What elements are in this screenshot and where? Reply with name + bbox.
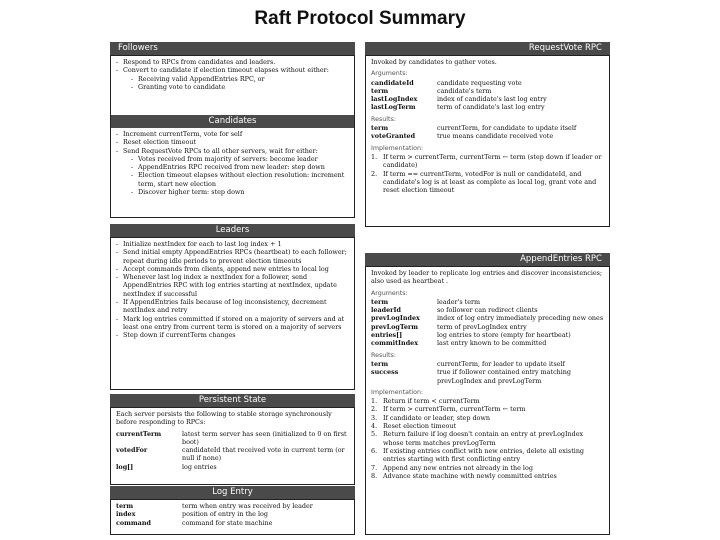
list-item: - Receiving valid AppendEntries RPC, or <box>131 75 349 83</box>
field-row: lastLogIndex index of candidate's last log entry <box>371 95 547 104</box>
list-item: - Discover higher term: step down <box>131 188 349 196</box>
log-entry-box <box>110 499 355 535</box>
list-item: 6. If existing entries conflict with new entries, delete all existing entries starting with first conflicting entry <box>371 446 585 464</box>
list-item: - Step down if currentTerm changes <box>116 331 349 339</box>
field-row: commitIndex last entry known to be committed <box>371 339 547 348</box>
field-row: candidateId candidate requesting vote <box>371 78 522 87</box>
log-entry-header: Log Entry <box>110 486 355 499</box>
page-title: Raft Protocol Summary <box>254 8 466 29</box>
list-item: 4. Reset election timeout <box>371 422 457 431</box>
requestvote-box <box>365 55 610 227</box>
appendentries-header: AppendEntries RPC <box>365 253 610 266</box>
list-item: - Accept commands from clients, append new entries to local log <box>116 265 349 273</box>
list-item: 1. If term > currentTerm, currentTerm ← term (step down if leader or candidate) <box>371 152 602 170</box>
list-item: - If AppendEntries fails because of log inconsistency, decrement nextIndex and retry <box>116 298 349 315</box>
field-row: term leader's term <box>371 297 481 306</box>
field-row: votedFor candidateId that received vote in current term (or null if none) <box>116 446 345 463</box>
field-row: leaderId so follower can redirect clients <box>371 306 538 315</box>
list-item: - Send initial empty AppendEntries RPCs (heartbeat) to each follower; repeat during idle periods to prevent election timeouts <box>116 248 349 265</box>
list-item: 7. Append any new entries not already in the log <box>371 463 533 472</box>
implementation-label: Implementation: <box>371 388 424 396</box>
list-item: - AppendEntries RPC received from new leader: step down <box>131 163 349 171</box>
appendentries-intro: Invoked by leader to replicate log entries and discover inconsistencies; also used as heartbeat . <box>371 269 603 286</box>
appendentries-box <box>365 266 610 535</box>
field-row: command command for state machine <box>116 518 273 527</box>
list-item: 8. Advance state machine with newly committed entries <box>371 471 557 480</box>
list-item: 5. Return failure if log doesn't contain an entry at prevLogIndex whose term matches prevLogTerm <box>371 430 584 447</box>
requestvote-header: RequestVote RPC <box>365 42 610 55</box>
field-row: prevLogTerm term of prevLogIndex entry <box>371 322 527 331</box>
list-item: 2. If term > currentTerm, currentTerm ← term <box>371 405 526 414</box>
implementation-label: Implementation: <box>371 144 424 152</box>
arguments-label: Arguments: <box>371 70 408 78</box>
leaders-box <box>110 237 355 390</box>
list-item: - Respond to RPCs from candidates and leaders. <box>116 58 349 66</box>
candidates-body <box>111 128 354 217</box>
leaders-header: Leaders <box>110 224 355 237</box>
list-item: - Mark log entries committed if stored on a majority of servers and at least one entry from current term is stored on a majority of servers <box>116 315 349 332</box>
list-item: - Send RequestVote RPCs to all other servers, wait for either: - Votes received from majority of servers: become leader - AppendEntries RPC received from new leader: step down - Election timeout elapses without election resolution: increment term, start new election - Discover higher term: step down <box>116 147 349 197</box>
arguments-label: Arguments: <box>371 289 408 297</box>
field-row: voteGranted true means candidate received vote <box>371 132 554 141</box>
list-item: 1. Return if term < currentTerm <box>371 397 480 406</box>
list-item: - Granting vote to candidate <box>131 83 349 91</box>
list-item: - Whenever last log index ≥ nextIndex for a follower, send AppendEntries RPC with log entries starting at nextIndex, update nextIndex if successful <box>116 273 349 298</box>
list-item: 3. If candidate or leader, step down <box>371 413 490 422</box>
followers-header: Followers <box>110 42 355 55</box>
requestvote-intro: Invoked by candidates to gather votes. <box>371 58 497 66</box>
field-row: term term when entry was received by leader <box>116 502 313 510</box>
field-row: prevLogIndex index of log entry immediately preceding new ones <box>371 314 604 323</box>
list-item: - Initialize nextIndex for each to last log index + 1 <box>116 240 349 248</box>
field-row: index position of entry in the log <box>116 510 268 519</box>
results-label: Results: <box>371 115 396 123</box>
list-item: - Votes received from majority of servers: become leader <box>131 155 349 163</box>
list-item: - Reset election timeout <box>116 138 349 146</box>
field-row: log[] log entries <box>116 462 217 471</box>
results-label: Results: <box>371 351 396 359</box>
list-item: 2. If term == currentTerm, votedFor is null or candidateId, and candidate's log is at least as complete as local log, grant vote and reset election timeout <box>371 169 597 195</box>
field-row: success true if follower contained entry matching prevLogIndex and prevLogTerm <box>371 368 572 385</box>
persistent-state-header: Persistent State <box>110 394 355 407</box>
persistent-state-intro: Each server persists the following to stable storage synchronously before responding to RPCs: <box>116 410 332 427</box>
field-row: currentTerm latest term server has seen (initialized to 0 on first boot) <box>116 429 347 446</box>
persistent-state-box <box>110 407 355 485</box>
field-row: term currentTerm, for candidate to update itself <box>371 124 577 133</box>
list-item: - Increment currentTerm, vote for self <box>116 130 349 138</box>
candidates-header: Candidates <box>111 115 354 128</box>
field-row: term candidate's term <box>371 86 492 95</box>
field-row: lastLogTerm term of candidate's last log entry <box>371 103 545 112</box>
field-row: term currentTerm, for leader to update itself <box>371 359 565 368</box>
field-row: entries[] log entries to store (empty for heartbeat) <box>371 331 571 340</box>
list-item: - Election timeout elapses without election resolution: increment term, start new election <box>131 171 349 188</box>
list-item: - Convert to candidate if election timeout elapses without either: - Receiving valid AppendEntries RPC, or - Granting vote to candidate <box>116 66 349 91</box>
